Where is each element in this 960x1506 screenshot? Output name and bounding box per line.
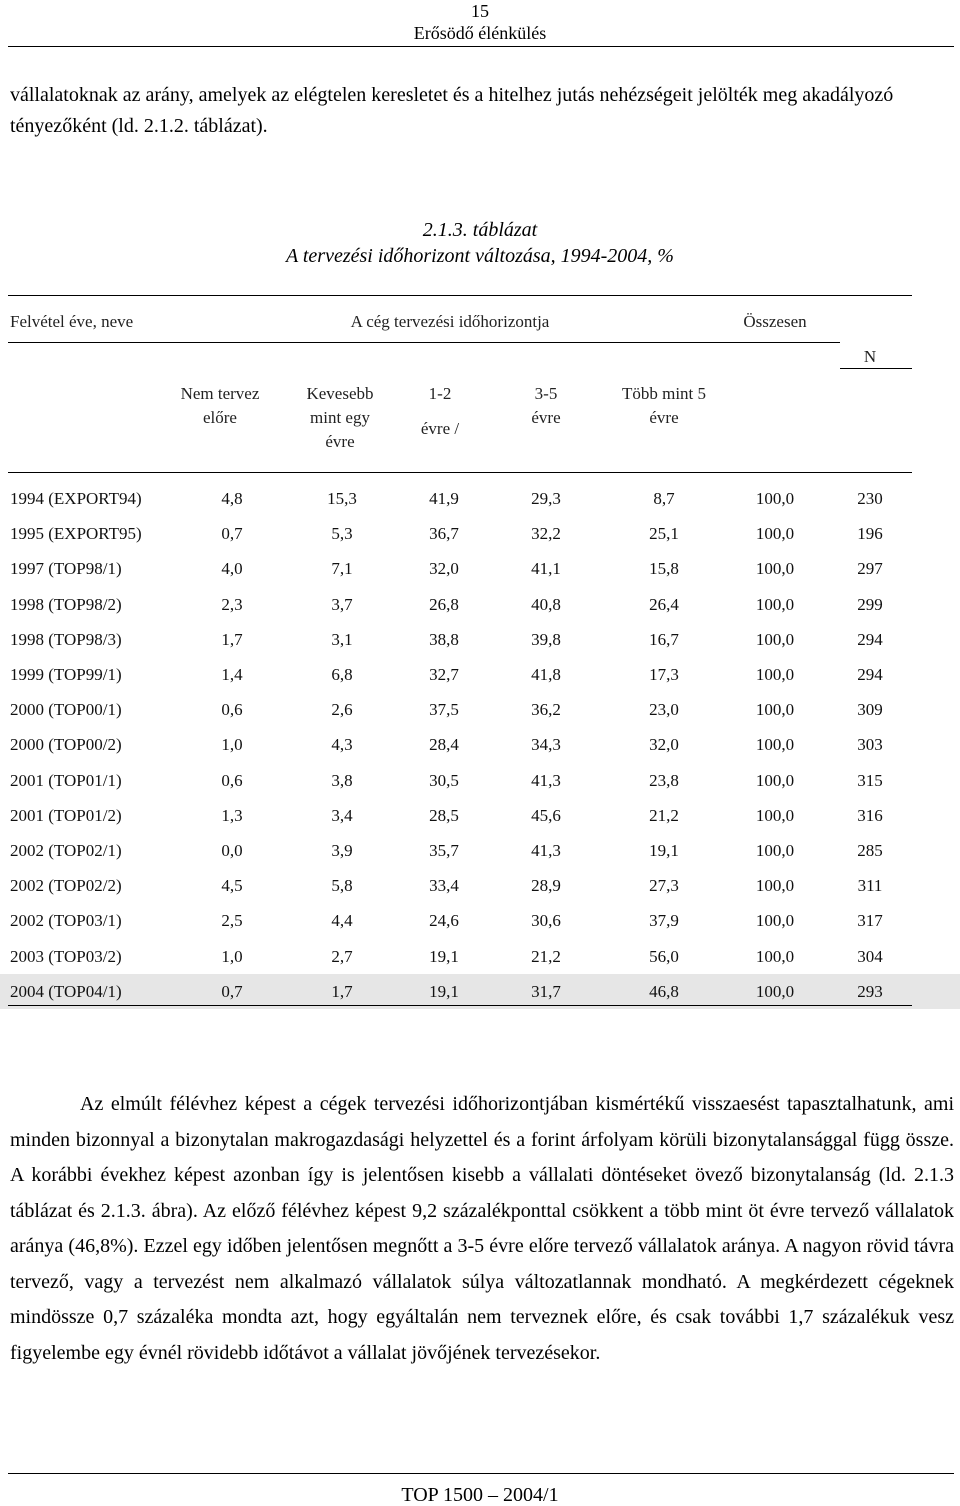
- body-paragraph: Az elmúlt félévhez képest a cégek tervezési időhorizontjában kismértékű visszaesést tapasztalhatunk, ami minden bizonnyal a bizonytalan makrogazdasági helyzettel és a forint árfolyam körüli bizonytalansággal függ össze. A korábbi évekhez képest azonban így is jelentősen kisebb a vállalati döntéseket övező bizonytalanság (ld. 2.1.3 táblázat és 2.1.3. ábra). Az előző félévhez képest 9,2 százalékponttal csökkent a több mint öt évre tervező vállalatok aránya (46,8%). Ezzel egy időben jelentősen megnőtt a 3-5 évre előre tervező vállalatok aránya. A nagyon rövid távra tervező, vagy a tervezést nem alkalmazó vállalatok súlya változatlannak mondható. A megkérdezett cégeknek mindössze 0,7 százaléka mondta azt, hogy egyáltalán nem terveznek előre, és csak további 1,7 százalékuk vesz figyelembe egy évnél rövidebb időtávot a vállalat jövőjének tervezésekor.: [10, 1093, 954, 1364]
- table-cell: 19,1: [429, 946, 459, 966]
- table-cell: 285: [857, 841, 883, 860]
- row-label: 2002 (TOP02/2): [10, 876, 122, 896]
- table-cell: 23,8: [649, 770, 679, 790]
- table-cell: 2,3: [221, 594, 243, 614]
- table-cell: 34,3: [531, 735, 561, 755]
- table-cell: 100,0: [755, 841, 795, 860]
- table-cell: 0,7: [221, 981, 243, 1001]
- table-cell: 294: [857, 665, 883, 684]
- table-row: [0, 868, 960, 903]
- table-cell: 41,8: [531, 665, 561, 684]
- table-cell: 100,0: [755, 805, 795, 825]
- table-cell: 303: [857, 735, 883, 755]
- header-col-more-5y: Több mint 5 évre: [621, 384, 707, 427]
- table-cell: 32,0: [649, 735, 679, 755]
- table-row: [0, 622, 960, 657]
- table-cell: 309: [857, 700, 883, 720]
- table-cell: 19,1: [429, 981, 459, 1001]
- table-cell: 315: [857, 770, 883, 790]
- table-row: [0, 763, 960, 798]
- table-cell: 26,8: [429, 594, 459, 614]
- table-cell: 27,3: [649, 876, 679, 896]
- table-cell: 25,1: [649, 524, 679, 544]
- header-horizon-group: A cég tervezési időhorizontja: [350, 312, 550, 331]
- row-label: 2001 (TOP01/2): [10, 805, 122, 825]
- row-label: 1999 (TOP99/1): [10, 665, 122, 684]
- table-cell: 33,4: [429, 876, 459, 896]
- table-cell: 1,7: [331, 981, 353, 1001]
- table-cell: 100,0: [755, 665, 795, 684]
- table-cell: 1,0: [221, 946, 243, 966]
- table-cell: 311: [857, 876, 883, 896]
- table-bottom-rule: [8, 1005, 912, 1006]
- table-cell: 294: [857, 629, 883, 649]
- table-cell: 4,5: [221, 876, 243, 896]
- table-cell: 41,1: [531, 559, 561, 579]
- table-cell: 0,0: [221, 841, 243, 860]
- header-col-1-2y: 1-2 évre /: [420, 384, 460, 438]
- table-cell: 100,0: [755, 946, 795, 966]
- table-cell: 45,6: [531, 805, 561, 825]
- header-col-3-5y: 3-5 évre: [531, 384, 561, 427]
- table-cell: 40,8: [531, 594, 561, 614]
- table-cell: 1,4: [221, 665, 243, 684]
- table-cell: 23,0: [649, 700, 679, 720]
- row-label: 2001 (TOP01/1): [10, 770, 122, 790]
- table-cell: 317: [857, 911, 883, 931]
- header-mid-rule: [8, 342, 840, 343]
- table-cell: 304: [857, 946, 883, 966]
- table-cell: 4,3: [331, 735, 353, 755]
- table-cell: 30,5: [429, 770, 459, 790]
- table-cell: 230: [857, 489, 883, 508]
- table-cell: 2,7: [331, 946, 353, 966]
- table-row: [0, 798, 960, 833]
- table-cell: 100,0: [755, 981, 795, 1001]
- table-cell: 15,8: [649, 559, 679, 579]
- header-col-no-plan: Nem tervez előre: [180, 384, 260, 427]
- header-total: Összesen: [743, 312, 807, 331]
- table-row: [0, 657, 960, 692]
- table-cell: 1,7: [221, 629, 243, 649]
- table-cell: 100,0: [755, 735, 795, 755]
- intro-paragraph: vállalatoknak az arány, amelyek az elégtelen keresletet és a hitelhez jutás nehézségeit jelölték meg akadályozó tényezőként (ld. 2.1.2. táblázat).: [10, 84, 894, 137]
- table-row: [0, 551, 960, 586]
- table-cell: 299: [857, 594, 883, 614]
- table-cell: 4,4: [331, 911, 353, 931]
- table-cell: 35,7: [429, 841, 459, 860]
- table-cell: 5,8: [331, 876, 353, 896]
- row-label: 1998 (TOP98/2): [10, 594, 122, 614]
- table-cell: 36,2: [531, 700, 561, 720]
- table-cell: 17,3: [649, 665, 679, 684]
- table-cell: 38,8: [429, 629, 459, 649]
- table-cell: 26,4: [649, 594, 679, 614]
- footer-divider: [8, 1473, 954, 1474]
- row-label: 1997 (TOP98/1): [10, 559, 122, 579]
- table-cell: 3,9: [331, 841, 353, 860]
- table-cell: 2,6: [331, 700, 353, 720]
- table-cell: 4,8: [221, 489, 243, 508]
- table-cell: 15,3: [327, 489, 357, 508]
- table-cell: 21,2: [649, 805, 679, 825]
- table-row: [0, 903, 960, 938]
- table-cell: 100,0: [755, 911, 795, 931]
- row-label: 2000 (TOP00/2): [10, 735, 122, 755]
- header-bottom-rule: [8, 472, 912, 473]
- running-title: Erősödő élénkülés: [413, 23, 547, 43]
- table-cell: 16,7: [649, 629, 679, 649]
- table-cell: 37,5: [429, 700, 459, 720]
- table-cell: 36,7: [429, 524, 459, 544]
- table-cell: 100,0: [755, 524, 795, 544]
- table-row: [0, 516, 960, 551]
- table-row: [0, 939, 960, 974]
- table-cell: 100,0: [755, 594, 795, 614]
- table-cell: 41,3: [531, 841, 561, 860]
- row-label: 1995 (EXPORT95): [10, 524, 142, 544]
- table-cell: 28,9: [531, 876, 561, 896]
- table-number: 2.1.3. táblázat: [422, 219, 538, 241]
- table-cell: 29,3: [531, 489, 561, 508]
- table-row: [0, 974, 960, 1009]
- table-cell: 28,4: [429, 735, 459, 755]
- table-cell: 0,6: [221, 700, 243, 720]
- header-col-less-1y: Kevesebb mint egy évre: [306, 384, 374, 451]
- table-cell: 32,2: [531, 524, 561, 544]
- table-cell: 6,8: [331, 665, 353, 684]
- table-cell: 41,9: [429, 489, 459, 508]
- table-cell: 32,7: [429, 665, 459, 684]
- table-row: [0, 833, 960, 868]
- table-cell: 37,9: [649, 911, 679, 931]
- header-divider: [8, 46, 954, 47]
- table-top-rule: [8, 295, 912, 296]
- table-cell: 100,0: [755, 770, 795, 790]
- table-cell: 316: [857, 805, 883, 825]
- table-cell: 3,7: [331, 594, 353, 614]
- table-row: [0, 587, 960, 622]
- table-cell: 100,0: [755, 559, 795, 579]
- row-label: 2004 (TOP04/1): [10, 981, 122, 1001]
- table-cell: 100,0: [755, 876, 795, 896]
- table-cell: 100,0: [755, 489, 795, 508]
- table-cell: 41,3: [531, 770, 561, 790]
- table-cell: 196: [857, 524, 883, 544]
- table-cell: 46,8: [649, 981, 679, 1001]
- page-number: 15: [471, 1, 489, 21]
- table-cell: 30,6: [531, 911, 561, 931]
- table-cell: 7,1: [331, 559, 353, 579]
- table-cell: 1,0: [221, 735, 243, 755]
- table-cell: 19,1: [649, 841, 679, 860]
- table-cell: 24,6: [429, 911, 459, 931]
- table-cell: 0,7: [221, 524, 243, 544]
- table-cell: 100,0: [755, 700, 795, 720]
- table-cell: 5,3: [331, 524, 353, 544]
- row-label: 2002 (TOP02/1): [10, 841, 122, 860]
- table-row: [0, 692, 960, 727]
- table-cell: 2,5: [221, 911, 243, 931]
- table-cell: 1,3: [221, 805, 243, 825]
- footer-text: TOP 1500 – 2004/1: [401, 1484, 559, 1506]
- table-cell: 293: [857, 981, 883, 1001]
- table-row: [0, 727, 960, 762]
- table-cell: 31,7: [531, 981, 561, 1001]
- row-label: 1994 (EXPORT94): [10, 489, 142, 508]
- table-row: [0, 481, 960, 516]
- table-cell: 21,2: [531, 946, 561, 966]
- table-cell: 3,1: [331, 629, 353, 649]
- table-cell: 0,6: [221, 770, 243, 790]
- row-label: 2003 (TOP03/2): [10, 946, 122, 966]
- table-cell: 39,8: [531, 629, 561, 649]
- row-label: 2000 (TOP00/1): [10, 700, 122, 720]
- row-label: 2002 (TOP03/1): [10, 911, 122, 931]
- table-cell: 56,0: [649, 946, 679, 966]
- table-cell: 3,4: [331, 805, 353, 825]
- table-cell: 28,5: [429, 805, 459, 825]
- table-cell: 4,0: [221, 559, 243, 579]
- table-cell: 100,0: [755, 629, 795, 649]
- header-n: N: [863, 347, 877, 366]
- table-cell: 297: [857, 559, 883, 579]
- table-title: A tervezési időhorizont változása, 1994-2004, %: [286, 245, 674, 267]
- table-cell: 8,7: [653, 489, 675, 508]
- table-cell: 3,8: [331, 770, 353, 790]
- row-label: 1998 (TOP98/3): [10, 629, 122, 649]
- header-survey: Felvétel éve, neve: [10, 312, 134, 331]
- table-cell: 32,0: [429, 559, 459, 579]
- header-n-rule: [840, 368, 912, 369]
